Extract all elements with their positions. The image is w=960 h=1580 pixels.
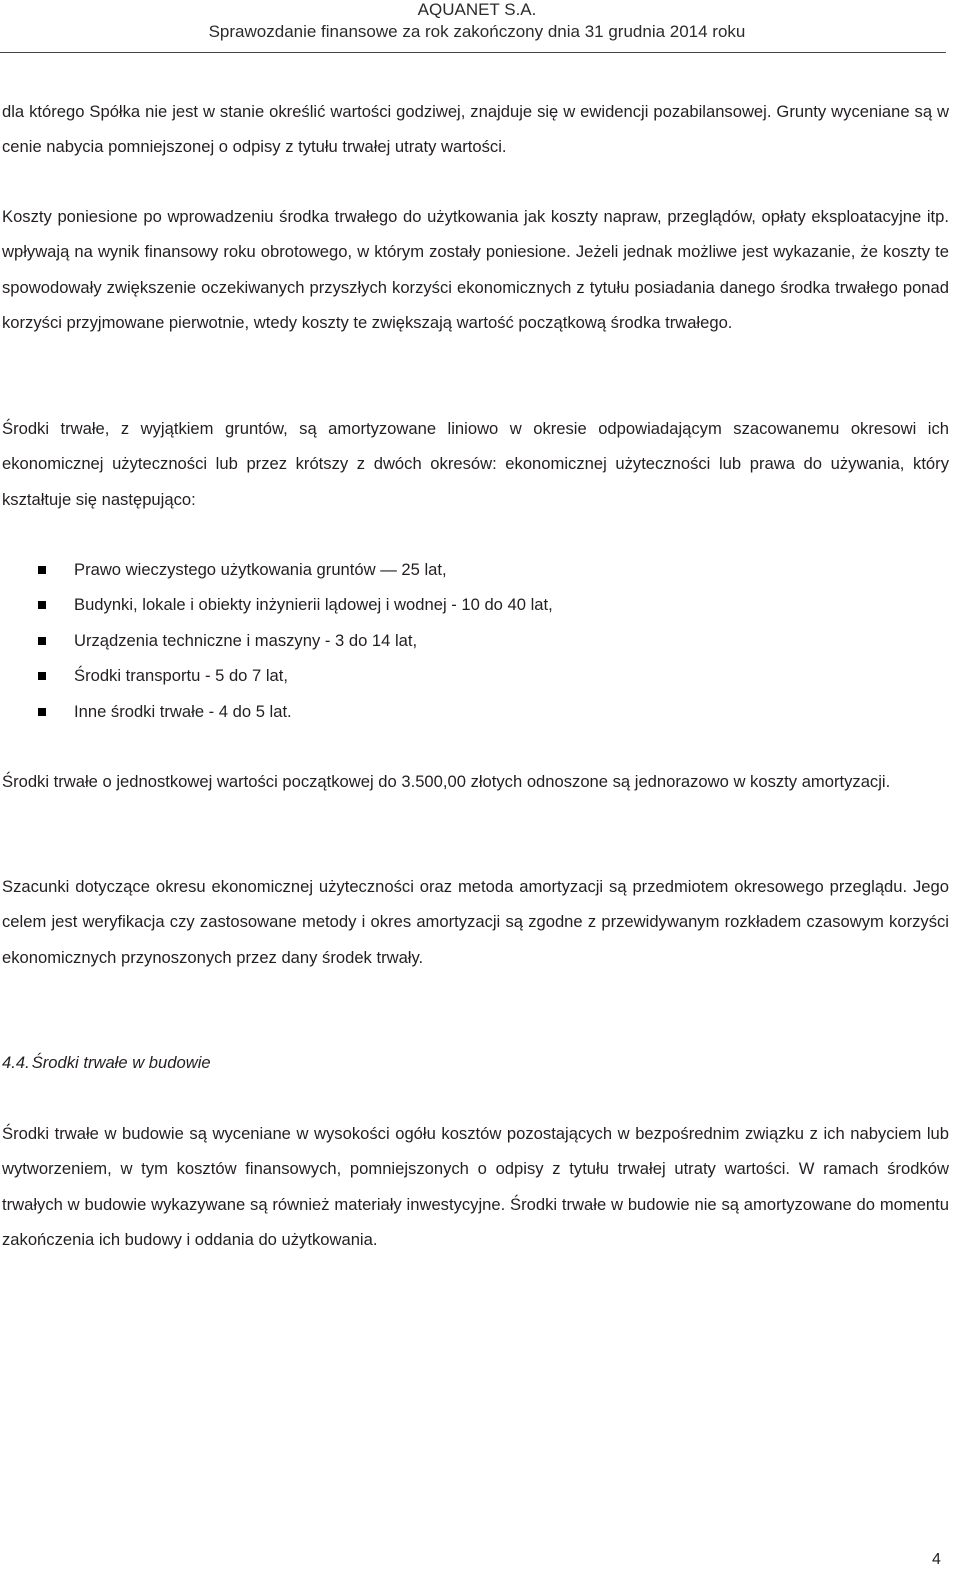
bullet-square-icon <box>38 637 46 645</box>
section-number: 4.4. <box>2 1053 30 1072</box>
list-item: Inne środki trwałe - 4 do 5 lat. <box>38 694 553 729</box>
section-title: Środki trwałe w budowie <box>31 1053 211 1072</box>
paragraph-construction-in-progress: Środki trwałe w budowie są wyceniane w wysokości ogółu kosztów pozostających w bezpośrednim związku z ich nabyciem lub wytworzeniem, w tym kosztów finansowych, pomniejszonych o odpisy z tytułu trwałej utraty wartości. W ramach środków trwałych w budowie wykazywane są również materiały inwestycyjne. Środki trwałe w budowie nie są amortyzowane do momentu zakończenia ich budowy i oddania do użytkowania. <box>2 1124 949 1250</box>
paragraph-subsequent-costs: Koszty poniesione po wprowadzeniu środka trwałego do użytkowania jak koszty napraw, przeglądów, opłaty eksploatacyjne itp. wpływają na wynik finansowy roku obrotowego, w którym zostały poniesione. Jeżeli jednak możliwe jest wykazanie, że koszty te spowodowały zwiększenie oczekiwanych przyszłych korzyści ekonomicznych z tytułu posiadania danego środka trwałego ponad korzyści przyjmowane pierwotnie, wtedy koszty te zwiększają wartość początkową środka trwałego. <box>2 207 949 333</box>
section-heading <box>2 1045 211 1080</box>
page-number: 4 <box>932 1551 941 1568</box>
bullet-square-icon <box>38 708 46 716</box>
bullet-square-icon <box>38 566 46 574</box>
list-item: Urządzenia techniczne i maszyny - 3 do 14 lat, <box>38 623 553 658</box>
paragraph-depreciation-method: Środki trwałe, z wyjątkiem gruntów, są amortyzowane liniowo w okresie odpowiadającym szacowanemu okresowi ich ekonomicznej użyteczności lub przez krótszy z dwóch okresów: ekonomicznej użyteczności lub prawa do używania, który kształtuje się następująco: <box>2 419 949 509</box>
company-name: AQUANET S.A. <box>417 0 537 19</box>
paragraph-land-valuation: dla którego Spółka nie jest w stanie określić wartości godziwej, znajduje się w ewidencji pozabilansowej. Grunty wyceniane są w cenie nabycia pomniejszonej o odpisy z tytułu trwałej utraty wartości. <box>2 102 949 157</box>
list-item: Prawo wieczystego użytkowania gruntów — 25 lat, <box>38 552 553 587</box>
list-item: Środki transportu - 5 do 7 lat, <box>38 658 553 693</box>
useful-life-list <box>38 552 553 729</box>
report-title: Sprawozdanie finansowe za rok zakończony dnia 31 grudnia 2014 roku <box>208 22 746 41</box>
paragraph-useful-life-review: Szacunki dotyczące okresu ekonomicznej użyteczności oraz metoda amortyzacji są przedmiotem okresowego przeglądu. Jego celem jest weryfikacja czy zastosowane metody i okres amortyzacji są zgodne z przewidywanym rozkładem czasowym korzyści ekonomicznych przynoszonych przez dany środek trwały. <box>2 877 949 967</box>
page-header <box>0 0 954 55</box>
bullet-square-icon <box>38 672 46 680</box>
bullet-square-icon <box>38 601 46 609</box>
paragraph-low-value-assets: Środki trwałe o jednostkowej wartości początkowej do 3.500,00 złotych odnoszone są jednorazowo w koszty amortyzacji. <box>2 772 891 791</box>
header-divider <box>0 52 946 53</box>
list-item: Budynki, lokale i obiekty inżynierii lądowej i wodnej - 10 do 40 lat, <box>38 587 553 622</box>
